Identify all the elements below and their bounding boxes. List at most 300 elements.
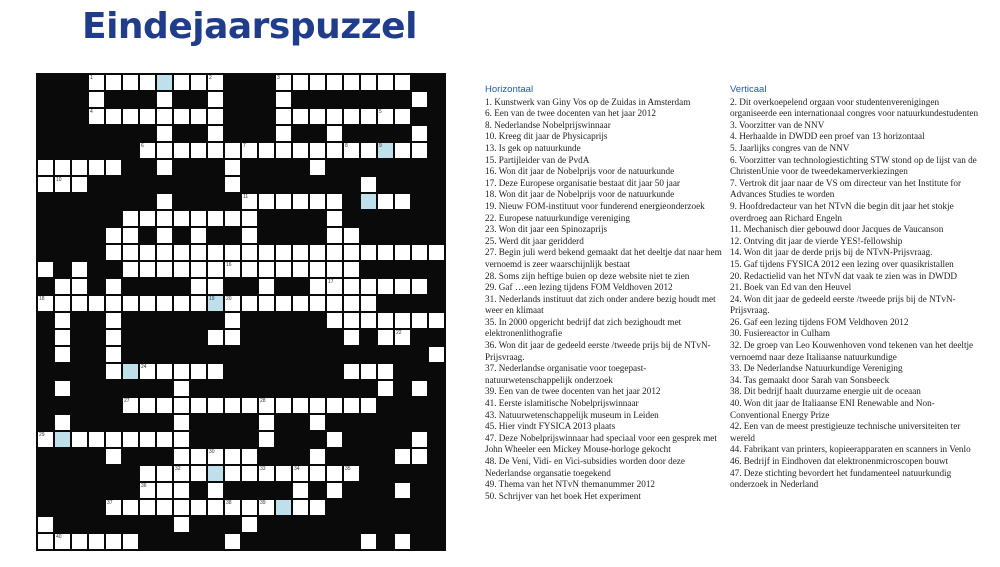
grid-cell[interactable] — [190, 448, 207, 465]
grid-cell[interactable] — [173, 448, 190, 465]
highlighted-cell[interactable] — [207, 295, 224, 312]
grid-cell[interactable] — [292, 193, 309, 210]
grid-cell[interactable] — [173, 261, 190, 278]
grid-cell[interactable] — [241, 261, 258, 278]
grid-cell[interactable] — [37, 261, 54, 278]
grid-cell[interactable] — [224, 448, 241, 465]
grid-cell[interactable] — [224, 210, 241, 227]
grid-cell[interactable] — [156, 91, 173, 108]
grid-cell[interactable] — [122, 533, 139, 550]
grid-cell[interactable] — [105, 312, 122, 329]
grid-cell[interactable] — [275, 108, 292, 125]
grid-cell[interactable] — [207, 397, 224, 414]
grid-cell[interactable] — [411, 125, 428, 142]
grid-cell[interactable] — [88, 91, 105, 108]
grid-cell[interactable] — [241, 193, 258, 210]
grid-cell[interactable] — [122, 108, 139, 125]
grid-cell[interactable] — [54, 295, 71, 312]
grid-cell[interactable] — [241, 397, 258, 414]
grid-cell[interactable] — [71, 295, 88, 312]
grid-cell[interactable] — [54, 414, 71, 431]
grid-cell[interactable] — [139, 431, 156, 448]
highlighted-cell[interactable] — [54, 431, 71, 448]
grid-cell[interactable] — [71, 159, 88, 176]
grid-cell[interactable] — [190, 227, 207, 244]
grid-cell[interactable] — [394, 312, 411, 329]
grid-cell[interactable] — [309, 108, 326, 125]
grid-cell[interactable] — [173, 431, 190, 448]
grid-cell[interactable] — [377, 244, 394, 261]
grid-cell[interactable] — [139, 465, 156, 482]
grid-cell[interactable] — [207, 210, 224, 227]
grid-cell[interactable] — [122, 499, 139, 516]
highlighted-cell[interactable] — [275, 499, 292, 516]
grid-cell[interactable] — [360, 74, 377, 91]
grid-cell[interactable] — [139, 482, 156, 499]
grid-cell[interactable] — [309, 499, 326, 516]
grid-cell[interactable] — [88, 159, 105, 176]
grid-cell[interactable] — [241, 295, 258, 312]
grid-cell[interactable] — [71, 278, 88, 295]
grid-cell[interactable] — [292, 482, 309, 499]
grid-cell[interactable] — [122, 74, 139, 91]
grid-cell[interactable] — [394, 448, 411, 465]
grid-cell[interactable] — [190, 295, 207, 312]
grid-cell[interactable] — [428, 312, 445, 329]
grid-cell[interactable] — [156, 227, 173, 244]
grid-cell[interactable] — [292, 499, 309, 516]
grid-cell[interactable] — [258, 278, 275, 295]
grid-cell[interactable] — [207, 499, 224, 516]
grid-cell[interactable] — [360, 244, 377, 261]
highlighted-cell[interactable] — [156, 74, 173, 91]
grid-cell[interactable] — [343, 261, 360, 278]
grid-cell[interactable] — [173, 74, 190, 91]
grid-cell[interactable] — [394, 278, 411, 295]
grid-cell[interactable] — [105, 499, 122, 516]
grid-cell[interactable] — [326, 227, 343, 244]
grid-cell[interactable] — [326, 125, 343, 142]
grid-cell[interactable] — [190, 244, 207, 261]
grid-cell[interactable] — [411, 431, 428, 448]
grid-cell[interactable] — [309, 261, 326, 278]
grid-cell[interactable] — [258, 193, 275, 210]
grid-cell[interactable] — [122, 295, 139, 312]
grid-cell[interactable] — [190, 142, 207, 159]
grid-cell[interactable] — [343, 227, 360, 244]
grid-cell[interactable] — [411, 380, 428, 397]
highlighted-cell[interactable] — [377, 142, 394, 159]
grid-cell[interactable] — [105, 363, 122, 380]
grid-cell[interactable] — [88, 108, 105, 125]
grid-cell[interactable] — [88, 295, 105, 312]
grid-cell[interactable] — [105, 74, 122, 91]
grid-cell[interactable] — [156, 431, 173, 448]
grid-cell[interactable] — [105, 329, 122, 346]
grid-cell[interactable] — [241, 499, 258, 516]
grid-cell[interactable] — [326, 295, 343, 312]
block-cell — [428, 91, 445, 108]
grid-cell[interactable] — [309, 142, 326, 159]
grid-cell[interactable] — [173, 516, 190, 533]
grid-cell[interactable] — [173, 499, 190, 516]
grid-cell[interactable] — [292, 465, 309, 482]
grid-cell[interactable] — [258, 499, 275, 516]
cell-number: 28 — [260, 398, 266, 404]
grid-cell[interactable] — [105, 278, 122, 295]
grid-cell[interactable] — [156, 108, 173, 125]
grid-cell[interactable] — [275, 244, 292, 261]
block-cell — [241, 278, 258, 295]
grid-cell[interactable] — [71, 176, 88, 193]
grid-cell[interactable] — [156, 482, 173, 499]
grid-cell[interactable] — [54, 346, 71, 363]
grid-cell[interactable] — [105, 346, 122, 363]
grid-cell[interactable] — [343, 295, 360, 312]
grid-cell[interactable] — [326, 278, 343, 295]
grid-cell[interactable] — [224, 176, 241, 193]
grid-cell[interactable] — [326, 193, 343, 210]
grid-cell[interactable] — [377, 329, 394, 346]
grid-cell[interactable] — [54, 380, 71, 397]
grid-cell[interactable] — [173, 142, 190, 159]
grid-cell[interactable] — [360, 533, 377, 550]
grid-cell[interactable] — [343, 312, 360, 329]
grid-cell[interactable] — [224, 465, 241, 482]
grid-cell[interactable] — [105, 108, 122, 125]
grid-cell[interactable] — [207, 91, 224, 108]
grid-cell[interactable] — [156, 193, 173, 210]
grid-cell[interactable] — [173, 295, 190, 312]
grid-cell[interactable] — [122, 431, 139, 448]
block-cell — [139, 278, 156, 295]
grid-cell[interactable] — [224, 159, 241, 176]
block-cell — [326, 91, 343, 108]
grid-cell[interactable] — [343, 329, 360, 346]
grid-cell[interactable] — [173, 363, 190, 380]
grid-cell[interactable] — [394, 533, 411, 550]
grid-cell[interactable] — [360, 278, 377, 295]
grid-cell[interactable] — [207, 74, 224, 91]
grid-cell[interactable] — [88, 74, 105, 91]
grid-cell[interactable] — [309, 295, 326, 312]
highlighted-cell[interactable] — [122, 363, 139, 380]
grid-cell[interactable] — [37, 159, 54, 176]
grid-cell[interactable] — [122, 210, 139, 227]
grid-cell[interactable] — [105, 227, 122, 244]
grid-cell[interactable] — [241, 210, 258, 227]
grid-cell[interactable] — [224, 142, 241, 159]
block-cell — [173, 125, 190, 142]
grid-cell[interactable] — [71, 533, 88, 550]
grid-cell[interactable] — [360, 363, 377, 380]
grid-cell[interactable] — [105, 244, 122, 261]
grid-cell[interactable] — [258, 142, 275, 159]
grid-cell[interactable] — [173, 465, 190, 482]
grid-cell[interactable] — [139, 108, 156, 125]
grid-cell[interactable] — [360, 176, 377, 193]
grid-cell[interactable] — [275, 142, 292, 159]
grid-cell[interactable] — [173, 397, 190, 414]
grid-cell[interactable] — [394, 244, 411, 261]
grid-cell[interactable] — [241, 142, 258, 159]
grid-cell[interactable] — [122, 227, 139, 244]
grid-cell[interactable] — [258, 465, 275, 482]
highlighted-cell[interactable] — [360, 193, 377, 210]
grid-cell[interactable] — [292, 74, 309, 91]
grid-cell[interactable] — [224, 329, 241, 346]
grid-cell[interactable] — [88, 431, 105, 448]
grid-cell[interactable] — [394, 74, 411, 91]
grid-cell[interactable] — [411, 142, 428, 159]
grid-cell[interactable] — [309, 465, 326, 482]
grid-cell[interactable] — [139, 499, 156, 516]
grid-cell[interactable] — [190, 465, 207, 482]
grid-cell[interactable] — [224, 261, 241, 278]
grid-cell[interactable] — [241, 465, 258, 482]
grid-cell[interactable] — [207, 244, 224, 261]
grid-cell[interactable] — [88, 533, 105, 550]
grid-cell[interactable] — [411, 91, 428, 108]
grid-cell[interactable] — [224, 499, 241, 516]
grid-cell[interactable] — [224, 312, 241, 329]
grid-cell[interactable] — [258, 295, 275, 312]
grid-cell[interactable] — [275, 465, 292, 482]
grid-cell[interactable] — [394, 193, 411, 210]
grid-cell[interactable] — [105, 431, 122, 448]
grid-cell[interactable] — [275, 91, 292, 108]
grid-cell[interactable] — [343, 363, 360, 380]
grid-cell[interactable] — [326, 397, 343, 414]
grid-cell[interactable] — [326, 312, 343, 329]
grid-cell[interactable] — [292, 261, 309, 278]
grid-cell[interactable] — [37, 176, 54, 193]
grid-cell[interactable] — [190, 261, 207, 278]
grid-cell[interactable] — [54, 533, 71, 550]
grid-cell[interactable] — [207, 448, 224, 465]
grid-cell[interactable] — [411, 244, 428, 261]
grid-cell[interactable] — [309, 244, 326, 261]
grid-cell[interactable] — [377, 312, 394, 329]
grid-cell[interactable] — [139, 397, 156, 414]
grid-cell[interactable] — [343, 278, 360, 295]
grid-cell[interactable] — [173, 210, 190, 227]
grid-cell[interactable] — [377, 380, 394, 397]
grid-cell[interactable] — [377, 193, 394, 210]
grid-cell[interactable] — [309, 278, 326, 295]
grid-cell[interactable] — [309, 159, 326, 176]
grid-cell[interactable] — [173, 244, 190, 261]
grid-cell[interactable] — [326, 431, 343, 448]
grid-cell[interactable] — [207, 363, 224, 380]
cell-number: 7 — [243, 143, 246, 149]
block-cell — [37, 244, 54, 261]
grid-cell[interactable] — [37, 533, 54, 550]
grid-cell[interactable] — [326, 261, 343, 278]
grid-cell[interactable] — [54, 312, 71, 329]
grid-cell[interactable] — [156, 295, 173, 312]
grid-cell[interactable] — [207, 142, 224, 159]
grid-cell[interactable] — [309, 74, 326, 91]
grid-cell[interactable] — [292, 295, 309, 312]
grid-cell[interactable] — [343, 108, 360, 125]
grid-cell[interactable] — [360, 108, 377, 125]
grid-cell[interactable] — [105, 448, 122, 465]
grid-cell[interactable] — [275, 397, 292, 414]
clue-item: 10. Kreeg dit jaar de Physicaprijs — [485, 131, 608, 142]
grid-cell[interactable] — [207, 482, 224, 499]
grid-cell[interactable] — [258, 397, 275, 414]
grid-cell[interactable] — [275, 193, 292, 210]
grid-cell[interactable] — [207, 278, 224, 295]
grid-cell[interactable] — [343, 74, 360, 91]
grid-cell[interactable] — [173, 380, 190, 397]
grid-cell[interactable] — [54, 159, 71, 176]
grid-cell[interactable] — [139, 142, 156, 159]
grid-cell[interactable] — [173, 482, 190, 499]
grid-cell[interactable] — [139, 261, 156, 278]
grid-cell[interactable] — [326, 142, 343, 159]
grid-cell[interactable] — [428, 244, 445, 261]
grid-cell[interactable] — [411, 278, 428, 295]
grid-cell[interactable] — [156, 159, 173, 176]
grid-cell[interactable] — [258, 414, 275, 431]
grid-cell[interactable] — [207, 261, 224, 278]
grid-cell[interactable] — [292, 108, 309, 125]
grid-cell[interactable] — [360, 142, 377, 159]
grid-cell[interactable] — [309, 193, 326, 210]
grid-cell[interactable] — [275, 74, 292, 91]
grid-cell[interactable] — [411, 312, 428, 329]
grid-cell[interactable] — [54, 176, 71, 193]
grid-cell[interactable] — [54, 278, 71, 295]
grid-cell[interactable] — [394, 142, 411, 159]
grid-cell[interactable] — [326, 482, 343, 499]
block-cell — [428, 465, 445, 482]
grid-cell[interactable] — [139, 363, 156, 380]
grid-cell[interactable] — [377, 74, 394, 91]
grid-cell[interactable] — [258, 244, 275, 261]
grid-cell[interactable] — [156, 210, 173, 227]
grid-cell[interactable] — [292, 244, 309, 261]
grid-cell[interactable] — [258, 431, 275, 448]
grid-cell[interactable] — [190, 499, 207, 516]
grid-cell[interactable] — [292, 397, 309, 414]
grid-cell[interactable] — [139, 210, 156, 227]
grid-cell[interactable] — [224, 244, 241, 261]
grid-cell[interactable] — [360, 397, 377, 414]
grid-cell[interactable] — [394, 482, 411, 499]
grid-cell[interactable] — [190, 74, 207, 91]
grid-cell[interactable] — [343, 142, 360, 159]
grid-cell[interactable] — [258, 261, 275, 278]
grid-cell[interactable] — [173, 108, 190, 125]
grid-cell[interactable] — [309, 448, 326, 465]
grid-cell[interactable] — [275, 125, 292, 142]
grid-cell[interactable] — [309, 397, 326, 414]
grid-cell[interactable] — [394, 329, 411, 346]
grid-cell[interactable] — [156, 465, 173, 482]
grid-cell[interactable] — [37, 295, 54, 312]
grid-cell[interactable] — [377, 108, 394, 125]
grid-cell[interactable] — [241, 516, 258, 533]
block-cell — [139, 516, 156, 533]
grid-cell[interactable] — [122, 244, 139, 261]
grid-cell[interactable] — [326, 465, 343, 482]
grid-cell[interactable] — [377, 363, 394, 380]
grid-cell[interactable] — [156, 142, 173, 159]
grid-cell[interactable] — [190, 363, 207, 380]
grid-cell[interactable] — [207, 108, 224, 125]
grid-cell[interactable] — [377, 278, 394, 295]
grid-cell[interactable] — [207, 125, 224, 142]
grid-cell[interactable] — [224, 295, 241, 312]
grid-cell[interactable] — [326, 244, 343, 261]
block-cell — [156, 533, 173, 550]
grid-cell[interactable] — [71, 431, 88, 448]
grid-cell[interactable] — [326, 108, 343, 125]
grid-cell[interactable] — [156, 499, 173, 516]
grid-cell[interactable] — [241, 244, 258, 261]
grid-cell[interactable] — [156, 397, 173, 414]
grid-cell[interactable] — [190, 108, 207, 125]
grid-cell[interactable] — [275, 261, 292, 278]
grid-cell[interactable] — [326, 74, 343, 91]
grid-cell[interactable] — [428, 346, 445, 363]
grid-cell[interactable] — [411, 448, 428, 465]
grid-cell[interactable] — [156, 261, 173, 278]
grid-cell[interactable] — [241, 227, 258, 244]
grid-cell[interactable] — [343, 244, 360, 261]
grid-cell[interactable] — [224, 397, 241, 414]
grid-cell[interactable] — [105, 533, 122, 550]
grid-cell[interactable] — [207, 329, 224, 346]
block-cell — [105, 176, 122, 193]
grid-cell[interactable] — [394, 108, 411, 125]
grid-cell[interactable] — [37, 431, 54, 448]
grid-cell[interactable] — [139, 244, 156, 261]
grid-cell[interactable] — [54, 329, 71, 346]
grid-cell[interactable] — [360, 295, 377, 312]
grid-cell[interactable] — [105, 159, 122, 176]
grid-cell[interactable] — [156, 244, 173, 261]
grid-cell[interactable] — [190, 210, 207, 227]
grid-cell[interactable] — [173, 414, 190, 431]
grid-cell[interactable] — [122, 261, 139, 278]
grid-cell[interactable] — [241, 448, 258, 465]
grid-cell[interactable] — [71, 261, 88, 278]
grid-cell[interactable] — [37, 516, 54, 533]
grid-cell[interactable] — [224, 533, 241, 550]
grid-cell[interactable] — [156, 125, 173, 142]
highlighted-cell[interactable] — [207, 465, 224, 482]
grid-cell[interactable] — [156, 363, 173, 380]
block-cell — [173, 176, 190, 193]
grid-cell[interactable] — [105, 295, 122, 312]
grid-cell[interactable] — [343, 465, 360, 482]
grid-cell[interactable] — [190, 397, 207, 414]
grid-cell[interactable] — [122, 397, 139, 414]
grid-cell[interactable] — [139, 74, 156, 91]
grid-cell[interactable] — [343, 397, 360, 414]
grid-cell[interactable] — [275, 295, 292, 312]
grid-cell[interactable] — [292, 142, 309, 159]
grid-cell[interactable] — [139, 295, 156, 312]
grid-cell[interactable] — [326, 210, 343, 227]
grid-cell[interactable] — [309, 414, 326, 431]
grid-cell[interactable] — [190, 278, 207, 295]
grid-cell[interactable] — [360, 312, 377, 329]
